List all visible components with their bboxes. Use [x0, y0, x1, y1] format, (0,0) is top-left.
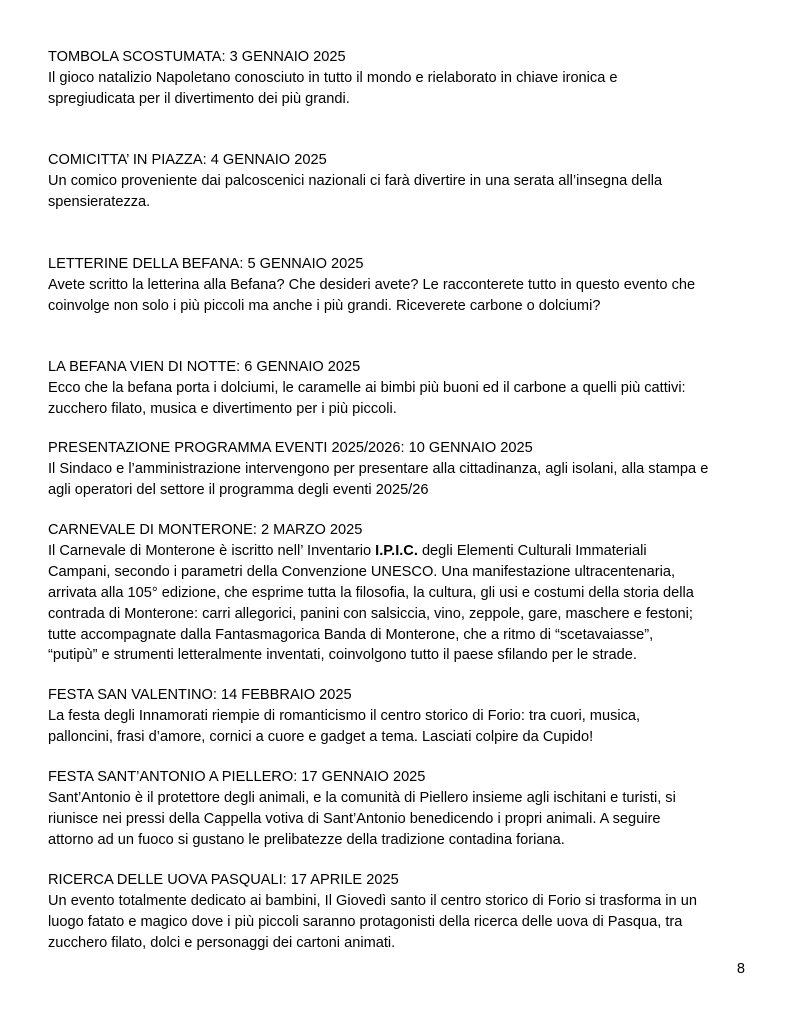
event-ricerca-uova-pasquali [48, 870, 756, 954]
text-segment: Il Carnevale di Monterone è iscritto nell’ Inventario [48, 542, 376, 559]
event-comicitta-in-piazza [48, 150, 756, 213]
event-title: PRESENTAZIONE PROGRAMMA EVENTI 2025/2026: 10 GENNAIO 2025 [48, 440, 533, 456]
event-description-line: luogo fatato e magico dove i più piccoli saranno protagonisti della ricerca delle uova di Pasqua, tra [48, 913, 683, 930]
event-tombola-scostumata [48, 47, 756, 110]
event-description-line: zucchero filato, musica e divertimento per i più piccoli. [48, 400, 397, 417]
ipic-acronym: I.P.I.C. [375, 542, 418, 559]
event-description-line: Avete scritto la letterina alla Befana? Che desideri avete? Le racconterete tutto in questo evento che [48, 276, 696, 293]
event-description-line: Un comico proveniente dai palcoscenici nazionali ci farà divertire in una serata all’insegna della [48, 172, 663, 189]
event-description-line: Il Sindaco e l’amministrazione intervengono per presentare alla cittadinanza, agli isolani, alla stampa e [48, 460, 709, 477]
event-description-line: Sant’Antonio è il protettore degli animali, e la comunità di Piellero insieme agli ischitani e turisti, si [48, 789, 676, 806]
event-description-line: Il gioco natalizio Napoletano conosciuto in tutto il mondo e rielaborato in chiave ironica e [48, 69, 618, 86]
event-description-line: spregiudicata per il divertimento dei più grandi. [48, 90, 350, 107]
event-description-line: Ecco che la befana porta i dolciumi, le caramelle ai bimbi più buoni ed il carbone a quelli più cattivi: [48, 379, 686, 396]
event-festa-santantonio [48, 767, 756, 851]
event-description-line: spensieratezza. [48, 193, 151, 210]
text-segment: degli Elementi Culturali Immateriali [417, 542, 647, 559]
event-title: COMICITTA’ IN PIAZZA: 4 GENNAIO 2025 [48, 152, 327, 168]
event-description-line: riunisce nei pressi della Cappella votiva di Sant’Antonio benedicendo i propri animali. A seguire [48, 810, 661, 827]
event-letterine-della-befana [48, 254, 756, 317]
event-description-line: Campani, secondo i parametri della Convenzione UNESCO. Una manifestazione ultracentenaria, [48, 563, 676, 580]
event-title: TOMBOLA SCOSTUMATA: 3 GENNAIO 2025 [48, 49, 346, 65]
event-description-line: “putipù” e strumenti letteralmente inventati, coinvolgono tutto il paese sfilando per le strade. [48, 647, 637, 664]
event-befana-vien-di-notte [48, 357, 756, 420]
event-title: LA BEFANA VIEN DI NOTTE: 6 GENNAIO 2025 [48, 359, 361, 375]
event-title: RICERCA DELLE UOVA PASQUALI: 17 APRILE 2025 [48, 872, 399, 888]
event-title: FESTA SANT’ANTONIO A PIELLERO: 17 GENNAIO 2025 [48, 769, 426, 785]
event-description-line: Un evento totalmente dedicato ai bambini, Il Giovedì santo il centro storico di Forio si trasforma in un [48, 892, 697, 909]
event-title: LETTERINE DELLA BEFANA: 5 GENNAIO 2025 [48, 256, 364, 272]
event-description-line: tutte accompagnate dalla Fantasmagorica Banda di Monterone, che a ritmo di “scetavaiasse”, [48, 626, 654, 643]
event-description-line: palloncini, frasi d’amore, cornici a cuore e gadget a tema. Lasciati colpire da Cupido! [48, 728, 594, 745]
event-description-line: agli operatori del settore il programma degli eventi 2025/26 [48, 481, 429, 498]
event-description-line [48, 541, 756, 562]
event-title: FESTA SAN VALENTINO: 14 FEBBRAIO 2025 [48, 687, 352, 703]
event-carnevale-di-monterone [48, 520, 756, 666]
event-description-line: contrada di Monterone: carri allegorici, panini con salsiccia, vino, zeppole, gare, maschere e festoni; [48, 605, 693, 622]
page-number: 8 [736, 961, 745, 977]
event-description-line: arrivata alla 105° edizione, che esprime tutta la filosofia, la cultura, gli usi e costumi della storia della [48, 584, 694, 601]
event-presentazione-programma [48, 438, 756, 501]
event-description-line: zucchero filato, dolci e personaggi dei cartoni animati. [48, 934, 396, 951]
event-description-line: attorno ad un fuoco si gustano le prelibatezze della tradizione contadina foriana. [48, 831, 565, 848]
event-description-line: La festa degli Innamorati riempie di romanticismo il centro storico di Forio: tra cuori, musica, [48, 707, 641, 724]
event-festa-san-valentino [48, 685, 756, 748]
event-description-line: coinvolge non solo i più piccoli ma anche i più grandi. Riceverete carbone o dolciumi? [48, 297, 601, 314]
event-title: CARNEVALE DI MONTERONE: 2 MARZO 2025 [48, 522, 363, 538]
